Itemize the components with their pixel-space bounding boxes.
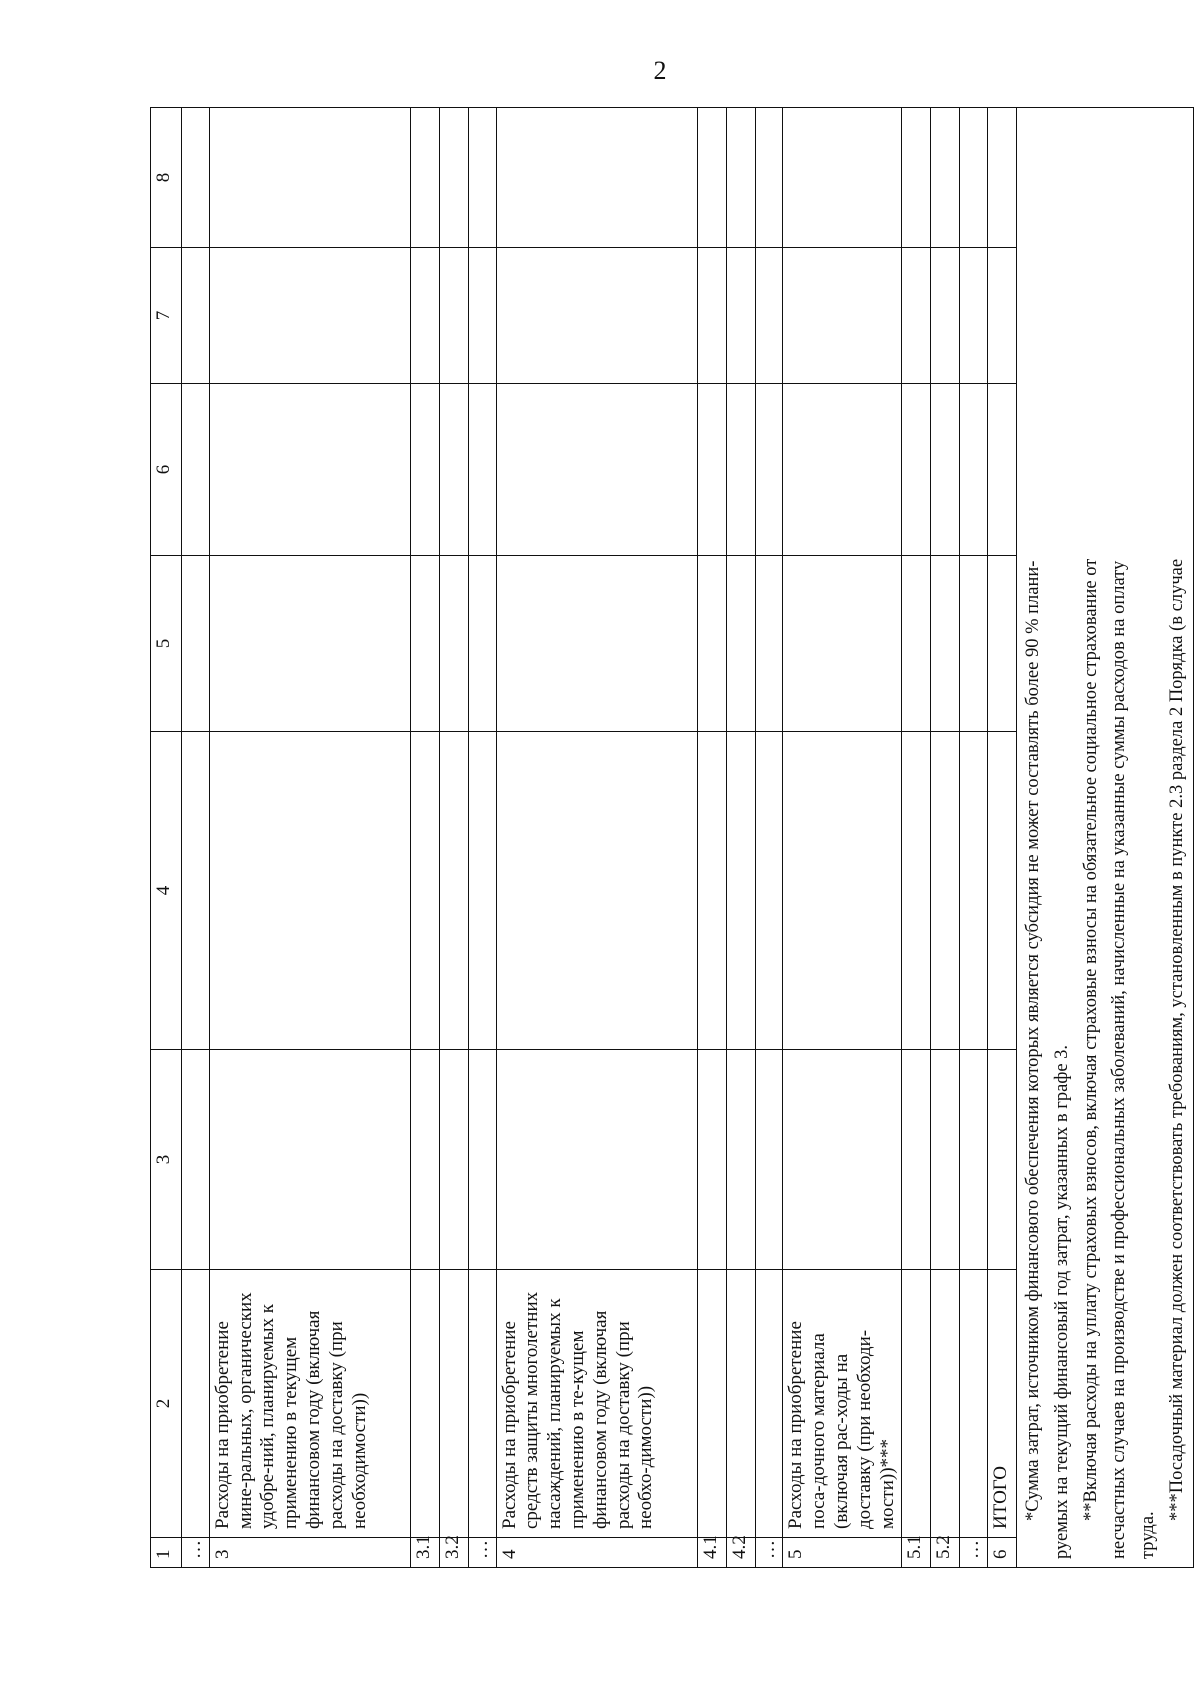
notes-row [1017, 108, 1194, 1568]
row-number: 3.1 [410, 1538, 439, 1568]
table-row-3-2 [439, 108, 468, 1568]
page-number: 2 [653, 56, 667, 85]
ellipsis-cell: … [960, 1538, 988, 1568]
ellipsis-cell: … [182, 1538, 210, 1568]
row-number: 4 [496, 1538, 697, 1568]
table-row-4 [496, 108, 697, 1568]
ellipsis-row [182, 108, 210, 1568]
table-row-5-2 [931, 108, 960, 1568]
header-row [151, 108, 182, 1568]
header-col-5: 5 [151, 556, 182, 732]
cost-table [150, 107, 1194, 1568]
table-row-total [988, 108, 1017, 1568]
ellipsis-cell: … [468, 1538, 496, 1568]
row-number: 4.1 [697, 1538, 726, 1568]
table-row-3 [209, 108, 410, 1568]
footnotes [1017, 108, 1194, 1568]
row-number: 4.2 [726, 1538, 755, 1568]
row-number: 3.2 [439, 1538, 468, 1568]
header-col-3: 3 [151, 1050, 182, 1270]
ellipsis-cell: … [755, 1538, 783, 1568]
row-number: 3 [209, 1538, 410, 1568]
table-row-3-1 [410, 108, 439, 1568]
ellipsis-row [960, 108, 988, 1568]
footnote-1-line-1: *Сумма затрат, источником финансового обеспечения которых является субсидия не может составлять более 90 % плани- [1023, 560, 1044, 1521]
footnote-3-line-1: ***Посадочный материал должен соответствовать требованиям, установленным в пункте 2.3 раздела 2 Порядка (в случае [1166, 558, 1187, 1521]
header-col-1: 1 [151, 1538, 182, 1568]
table-row-5 [783, 108, 902, 1568]
header-col-4: 4 [151, 732, 182, 1050]
header-col-8: 8 [151, 108, 182, 248]
ellipsis-row [755, 108, 783, 1568]
row-label: Расходы на приобретение средств защиты многолетних насаждений, планируемых к применению в те-кущем финансовом году (включая расходы на доставку (при необхо-димости)) [496, 1270, 697, 1538]
row-label: Расходы на приобретение поса-дочного материала (включая рас-ходы на доставку (при необходи-мости))*** [783, 1270, 902, 1538]
header-col-6: 6 [151, 384, 182, 556]
header-col-7: 7 [151, 248, 182, 384]
table-row-5-1 [902, 108, 931, 1568]
footnote-1-line-2: руемых на текущий финансовый год затрат, указанных в графе 3. [1051, 1044, 1072, 1559]
footnote-2-line-2: несчастных случаев на производстве и профессиональных заболеваний, начисленные на указанные суммы расходов на оплату [1109, 560, 1130, 1559]
row-number: 6 [988, 1538, 1017, 1568]
row-number: 5.1 [902, 1538, 931, 1568]
ellipsis-row [468, 108, 496, 1568]
footnote-2-line-1: **Включая расходы на уплату страховых взносов, включая страховые взносы на обязательное социальное страхование от [1080, 558, 1101, 1521]
footnote-2-line-3: труда. [1137, 1511, 1158, 1559]
total-label: ИТОГО [988, 1270, 1017, 1538]
row-label: Расходы на приобретение мине-ральных, органических удобре-ний, планируемых к применению в текущем финансовом году (включая расходы на доставку (при необходимости)) [209, 1270, 410, 1538]
table-row-4-2 [726, 108, 755, 1568]
rotated-table-container [150, 108, 1187, 1568]
row-number: 5.2 [931, 1538, 960, 1568]
header-col-2: 2 [151, 1270, 182, 1538]
table-row-4-1 [697, 108, 726, 1568]
row-number: 5 [783, 1538, 902, 1568]
